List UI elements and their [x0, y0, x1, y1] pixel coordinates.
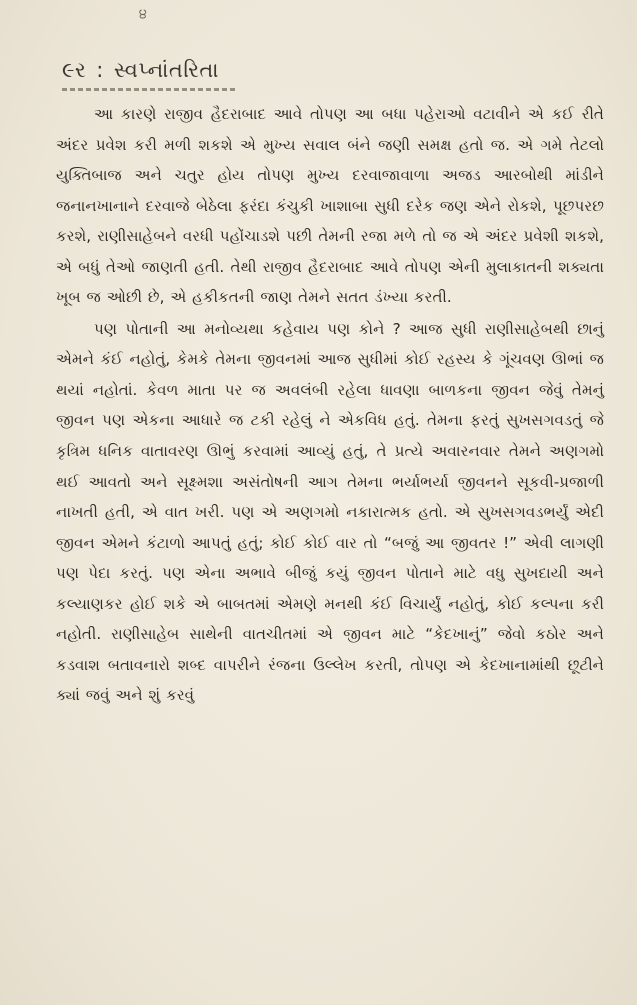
- paragraph-2: પણ પોતાની આ મનોવ્યથા કહેવાય પણ કોને ? આજ સુધી રાણીસાહેબથી છાનું એમને કંઈ નહોતું, કેમકે તેમના જીવનમાં આજ સુધીમાં કોઈ રહસ્ય કે ગૂંચવણ ઊભાં જ થયાં નહોતાં. કેવળ માતા પર જ અવલંબી રહેલા ધાવણા બાળકના જીવન જેવું તેમનું જીવન પણ એકના આધારે જ ટકી રહેલું ને એકવિધ હતું. તેમના ફરતું સુખસગવડતું જે કૃત્રિમ ધનિક વાતાવરણ ઊભું કરવામાં આવ્યું હતું, તે પ્રત્યે અવારનવાર તેમને અણગમો થઈ આવતો અને સૂક્ષ્મશા અસંતોષની આગ તેમના ભર્યાભર્યા જીવનને સૂકવી-પ્રજાળી નાખતી હતી, એ વાત ખરી. પણ એ અણગમો નકારાત્મક હતો. એ સુખસગવડભર્યું એદી જીવન એમને કંટાળો આપતું હતું; કોઈ કોઈ વાર તો “બજું આ જીવતર !” એવી લાગણી પણ પેદા કરતું. પણ એના અભાવે બીજું કયું જીવન પોતાને માટે વધુ સુખદાયી અને કલ્યાણકર હોઈ શકે એ બાબતમાં એમણે મનથી કંઈ વિચાર્યું નહોતું, કોઈ કલ્પના કરી નહોતી. રાણીસાહેબ સાથેની વાતચીતમાં એ જીવન માટે “કેદખાનું” જેવો કઠોર અને કડવાશ બતાવનારો શબ્દ વાપરીને રંજના ઉલ્લેખ કરતી, તોપણ એ કેદખાનામાંથી છૂટીને ક્યાં જવું અને શું કરવું: [56, 319, 604, 705]
- page-corner-mark: ੪: [139, 6, 148, 22]
- header-separator: :: [96, 58, 104, 82]
- body-text: [56, 99, 604, 711]
- running-header: [62, 58, 219, 83]
- header-rule: [62, 88, 238, 91]
- paragraph-1: આ કારણે રાજીવ હૈદરાબાદ આવે તોપણ આ બધા પહેરાઓ વટાવીને એ કઈ રીતે અંદર પ્રવેશ કરી મળી શકશે એ મુખ્ય સવાલ બંને જણી સમક્ષ હતો જ. એ ગમે તેટલો યુક્તિબાજ અને ચતુર હોય તોપણ મુખ્ય દરવાજાવાળા અજડ આરબોથી માંડીને જનાનખાનાને દરવાજે બેઠેલા ફરંદા કંચુકી ખાશાબા સુધી દરેક જણ એને રોકશે, પૂછપરછ કરશે, રાણીસાહેબને વરધી પહોંચાડશે પછી તેમની રજા મળે તો જ એ અંદર પ્રવેશી શકશે, એ બધું તેઓ જાણતી હતી. તેથી રાજીવ હૈદરાબાદ આવે તોપણ એની મુલાકાતની શક્યતા ખૂબ જ ઓછી છે, એ હકીકતની જાણ તેમને સતત ડંખ્યા કરતી.: [56, 105, 604, 307]
- chapter-title: સ્વપ્નાંતરિતા: [113, 58, 219, 82]
- page-number: ૯ર: [62, 58, 87, 82]
